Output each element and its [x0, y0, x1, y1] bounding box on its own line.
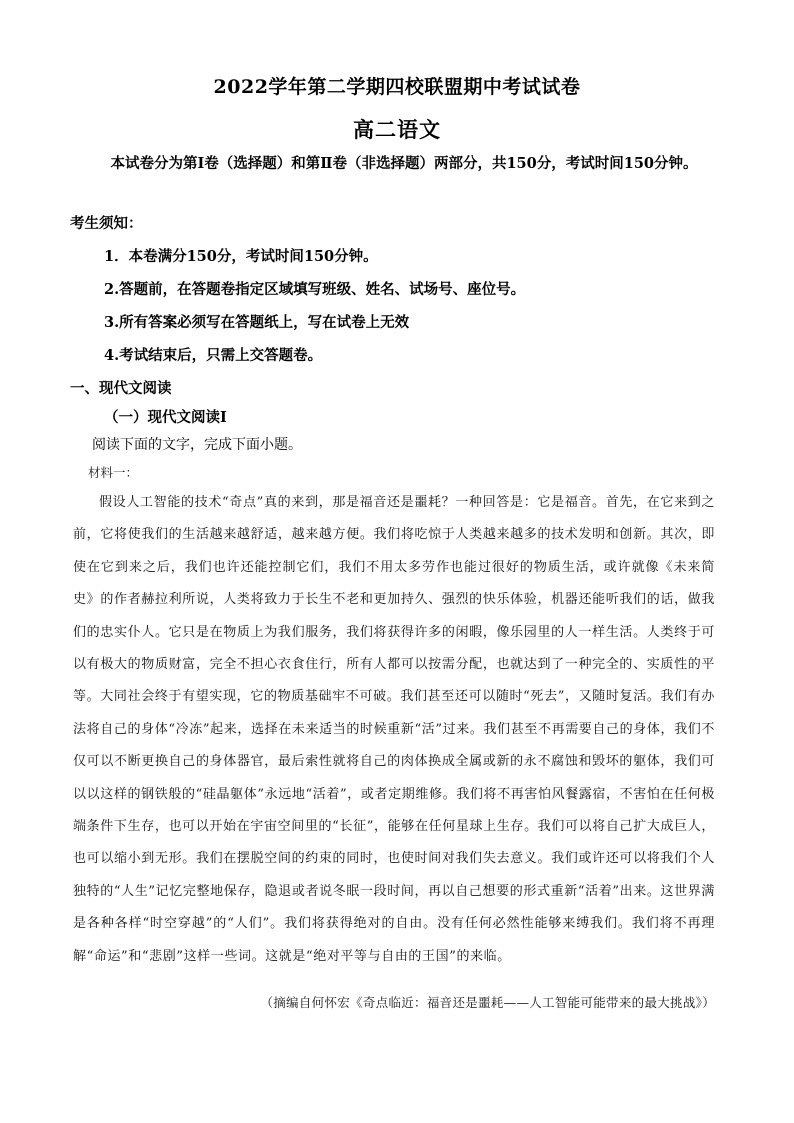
reading-instruction: 阅读下面的文字，完成下面小题。 [92, 437, 302, 453]
subsection-heading: （一）现代文阅读Ⅰ [104, 409, 227, 426]
exam-title: 2022学年第二学期四校联盟期中考试试卷 [213, 76, 581, 98]
exam-intro: 本试卷分为第Ⅰ卷（选择题）和第Ⅱ卷（非选择题）两部分，共150分，考试时间150分钟。 [110, 155, 698, 172]
notice-item: 4.考试结束后，只需上交答题卷。 [104, 347, 323, 364]
notice-item: 1．本卷满分150分，考试时间150分钟。 [104, 248, 378, 265]
material-label: 材料一： [88, 465, 139, 480]
exam-subject: 高二语文 [353, 117, 441, 142]
notice-item: 2.答题前，在答题卷指定区域填写班级、姓名、试场号、座位号。 [104, 281, 526, 298]
section-heading: 一、现代文阅读 [70, 380, 172, 397]
passage-source: （摘编自何怀宏《奇点临近：福音还是噩耗——人工智能可能带来的最大挑战》） [260, 995, 715, 1010]
notice-item: 3.所有答案必须写在答题纸上，写在试卷上无效 [104, 314, 410, 331]
reading-passage: 假设人工智能的技术“奇点”真的来到，那是福音还是噩耗？一种回答是：它是福音。首先，在它来到之前，它将使我们的生活越来越舒适，越来越方便。我们将吃惊于人类越来越多的技术发明和创新。其次，即使在它到来之后，我们也许还能控制它们，我们不用太多劳作也能过很好的物质生活，或许就像《未来简史》的作者赫拉利所说，人类将致力于长生不老和更加持久、强烈的快乐体验，机器还能听我们的话，做我们的忠实仆人。它只是在物质上为我们服务，我们将获得许多的闲暇，像乐园里的人一样生活。人类终于可以有极大的物质财富，完全不担心衣食住行，所有人都可以按需分配，也就达到了一种完全的、实质性的平等。大同社会终于有望实现，它的物质基础牢不可破。我们甚至还可以随时“死去”，又随时复活。我们有办法将自己的身体“冷冻”起来，选择在未来适当的时候重新“活”过来。我们甚至不再需要自己的身体，我们不仅可以不断更换自己的身体器官，最后索性就将自己的肉体换成全属或新的永不腐蚀和毁坏的躯体，我们可以以这样的钢铁般的“硅晶躯体”永远地“活着”，或者定期维修。我们将不再害怕风餐露宿，不害怕在任何极端条件下生存，也可以开始在宇宙空间里的“长征”，能够在任何星球上生存。我们可以将自己扩大成巨人，也可以缩小到无形。我们在摆脱空间的约束的同时，也使时间对我们失去意义。我们或许还可以将我们个人独特的“人生”记忆完整地保存，隐退或者说冬眠一段时间，再以自己想要的形式重新“活着”出来。这世界满是各种各样“时空穿越”的“人们”。我们将获得绝对的自由。没有任何必然性能够来缚我们。我们将不再理解“命运”和“悲剧”这样一些词。这就是“绝对平等与自由的王国”的来临。 [73, 495, 715, 964]
notice-heading: 考生须知： [70, 215, 143, 232]
